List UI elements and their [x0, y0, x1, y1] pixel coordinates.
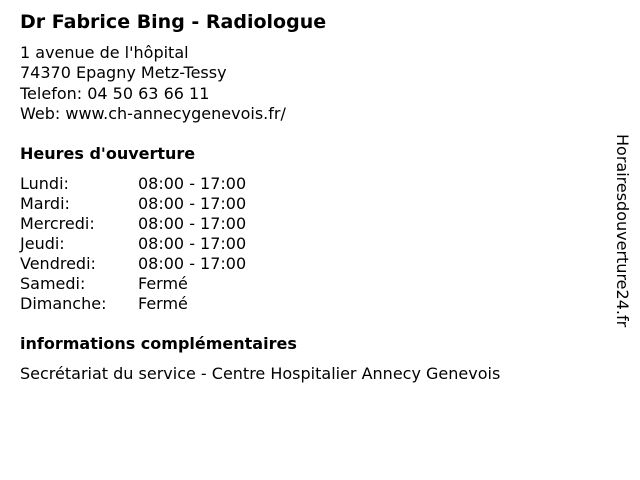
day-label: Vendredi: — [20, 254, 96, 273]
day-hours: 08:00 - 17:00 — [138, 214, 247, 233]
hours-row-friday — [20, 254, 320, 274]
day-label: Mercredi: — [20, 214, 95, 233]
day-hours: 08:00 - 17:00 — [138, 174, 247, 193]
day-hours: 08:00 - 17:00 — [138, 254, 247, 273]
day-hours: 08:00 - 17:00 — [138, 234, 247, 253]
address-street: 1 avenue de l'hôpital — [20, 43, 189, 62]
website-link: Web: www.ch-annecygenevois.fr/ — [20, 103, 286, 123]
phone-number: Telefon: 04 50 63 66 11 — [20, 83, 210, 103]
day-hours: 08:00 - 17:00 — [138, 194, 247, 213]
day-label: Dimanche: — [20, 294, 107, 313]
hours-row-thursday — [20, 234, 320, 254]
page-title: Dr Fabrice Bing - Radiologue — [20, 11, 327, 33]
hours-row-sunday — [20, 294, 320, 314]
day-hours: Fermé — [138, 294, 188, 313]
opening-hours-heading: Heures d'ouverture — [20, 144, 196, 163]
day-label: Jeudi: — [20, 234, 65, 253]
additional-info-text: Secrétariat du service - Centre Hospitalier Annecy Genevois — [20, 364, 501, 383]
hours-row-wednesday — [20, 214, 320, 234]
additional-info-heading: informations complémentaires — [20, 334, 297, 353]
hours-row-monday — [20, 174, 320, 194]
day-label: Lundi: — [20, 174, 69, 193]
opening-hours-table — [20, 174, 320, 314]
hours-row-tuesday — [20, 194, 320, 214]
address-city: 74370 Epagny Metz-Tessy — [20, 63, 227, 83]
day-label: Samedi: — [20, 274, 86, 293]
day-label: Mardi: — [20, 194, 70, 213]
hours-row-saturday — [20, 274, 320, 294]
site-watermark: Horairesdouverture24.fr — [613, 134, 632, 328]
contact-block — [20, 43, 286, 124]
day-hours: Fermé — [138, 274, 188, 293]
